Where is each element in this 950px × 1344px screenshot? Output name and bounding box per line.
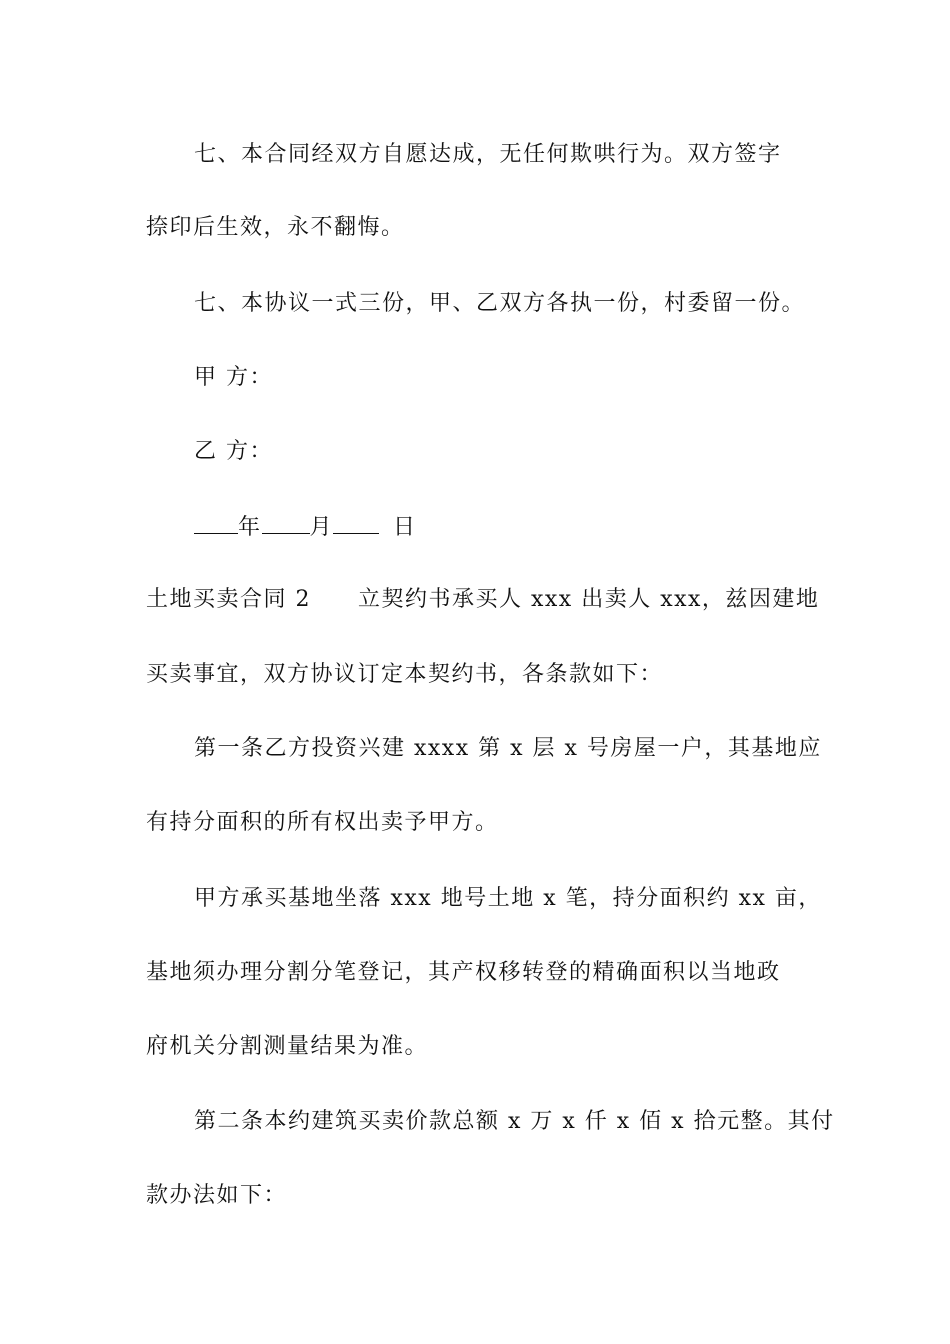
date-line bbox=[194, 511, 806, 543]
month-label: 月 bbox=[309, 515, 334, 540]
party-b-label: 乙 方： bbox=[194, 439, 273, 464]
article-one: 第一条乙方投资兴建 xxxx 第 x 层 x 号房屋一户，其基地应 bbox=[194, 736, 822, 761]
article-one-cont: 有持分面积的所有权出卖予甲方。 bbox=[146, 810, 499, 835]
year-label: 年 bbox=[238, 515, 262, 540]
land-description-cont-2: 府机关分割测量结果为准。 bbox=[146, 1034, 429, 1059]
clause-seven-contract: 七、本合同经双方自愿达成，无任何欺哄行为。双方签字 bbox=[194, 142, 782, 167]
party-a-label: 甲 方： bbox=[194, 365, 273, 390]
clause-seven-copies: 七、本协议一式三份，甲、乙双方各执一份，村委留一份。 bbox=[194, 291, 806, 316]
land-description: 甲方承买基地坐落 xxx 地号土地 x 笔，持分面积约 xx 亩， bbox=[194, 886, 822, 911]
contract-2-heading: 土地买卖合同 2 立契约书承买人 xxx 出卖人 xxx，兹因建地 bbox=[146, 587, 820, 612]
clause-seven-contract-cont: 捺印后生效，永不翻悔。 bbox=[146, 215, 405, 240]
article-two: 第二条本约建筑买卖价款总额 x 万 x 仟 x 佰 x 拾元整。其付 bbox=[194, 1109, 835, 1134]
land-description-cont-1: 基地须办理分割分笔登记，其产权移转登的精确面积以当地政 bbox=[146, 960, 781, 985]
article-two-cont: 款办法如下： bbox=[146, 1183, 288, 1208]
month-blank bbox=[262, 511, 310, 534]
year-blank bbox=[194, 511, 238, 534]
day-blank bbox=[333, 511, 379, 534]
day-label: 日 bbox=[393, 515, 417, 540]
contract-2-intro: 买卖事宜，双方协议订定本契约书，各条款如下： bbox=[146, 662, 664, 687]
